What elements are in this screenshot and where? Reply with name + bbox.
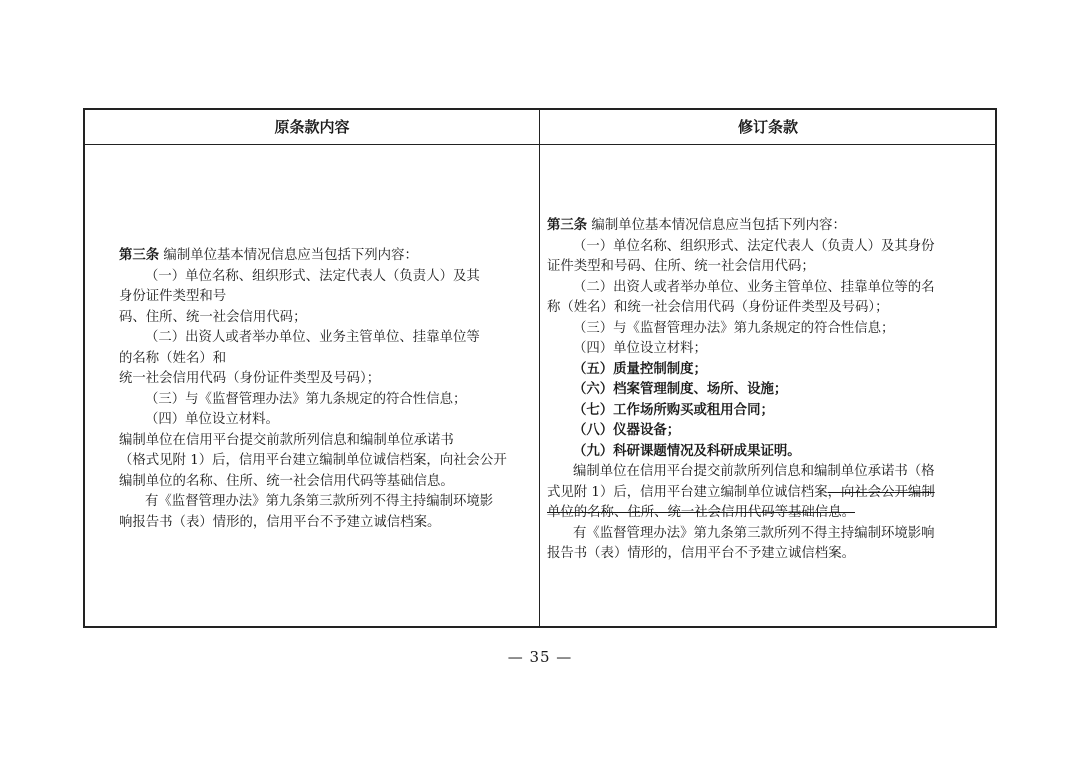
clause-text: 式见附 1）后，信用平台建立编制单位诚信档案 [547, 484, 828, 500]
page-number: — 35 — [507, 648, 573, 666]
added-clause-line: （九）科研课题情况及科研成果证明。 [573, 443, 801, 459]
deleted-clause-line: 单位的名称、住所、统一社会信用代码等基础信息。 [547, 505, 855, 520]
deleted-text: ，向社会公开编制 [827, 484, 935, 500]
clause-line: （四）单位设立材料； [573, 341, 707, 356]
article-label: 第三条 [119, 248, 160, 263]
clause-line: 身份证件类型和号 [119, 289, 227, 304]
clause-line: （格式见附 1）后，信用平台建立编制单位诚信档案，向社会公开 [119, 453, 507, 468]
added-clause-line: （八）仪器设备； [573, 423, 681, 438]
original-clause-column [119, 246, 531, 533]
clause-line: 有《监督管理办法》第九条第三款所列不得主持编制环境影响 [573, 525, 935, 541]
header-original: 原条款内容 [274, 118, 350, 136]
comparison-table [83, 108, 997, 628]
clause-line: 有《监督管理办法》第九条第三款所列不得主持编制环境影 [145, 494, 494, 509]
clause-line: 称（姓名）和统一社会信用代码（身份证件类型及号码）； [547, 300, 889, 315]
clause-line: 报告书（表）情形的，信用平台不予建立诚信档案。 [547, 546, 855, 561]
article-heading [547, 216, 991, 237]
article-label: 第三条 [547, 218, 588, 233]
column-divider [539, 110, 540, 626]
clause-line: （三）与《监督管理办法》第九条规定的符合性信息； [573, 320, 895, 336]
clause-line: 证件类型和号码、住所、统一社会信用代码； [547, 259, 815, 274]
added-clause-line: （七）工作场所购买或租用合同； [573, 402, 774, 418]
clause-line: （一）单位名称、组织形式、法定代表人（负责人）及其 [145, 268, 480, 284]
clause-line: （三）与《监督管理办法》第九条规定的符合性信息； [145, 391, 467, 407]
header-divider [85, 144, 995, 145]
clause-line: （二）出资人或者举办单位、业务主管单位、挂靠单位等的名 [573, 279, 935, 295]
article-intro: 编制单位基本情况信息应当包括下列内容： [159, 248, 418, 263]
clause-line: （二）出资人或者举办单位、业务主管单位、挂靠单位等 [145, 330, 480, 345]
header-revised: 修订条款 [737, 118, 798, 136]
clause-line: 编制单位在信用平台提交前款所列信息和编制单位承诺书（格 [573, 464, 935, 479]
clause-line: （四）单位设立材料。 [145, 412, 279, 427]
clause-line: 统一社会信用代码（身份证件类型及号码）； [119, 371, 381, 386]
added-clause-line: （六）档案管理制度、场所、设施； [573, 382, 788, 397]
added-clause-line: （五）质量控制制度； [573, 361, 707, 377]
revised-clause-column [547, 216, 991, 565]
clause-line-mixed [547, 483, 991, 504]
clause-line: 编制单位在信用平台提交前款所列信息和编制单位承诺书 [119, 432, 454, 448]
article-heading [119, 246, 531, 267]
article-intro: 编制单位基本情况信息应当包括下列内容： [587, 218, 846, 233]
clause-line: 的名称（姓名）和 [119, 350, 227, 366]
clause-line: （一）单位名称、组织形式、法定代表人（负责人）及其身份 [573, 238, 935, 254]
clause-line: 码、住所、统一社会信用代码； [119, 309, 307, 325]
clause-line: 编制单位的名称、住所、统一社会信用代码等基础信息。 [119, 473, 454, 489]
clause-line: 响报告书（表）情形的，信用平台不予建立诚信档案。 [119, 514, 441, 530]
